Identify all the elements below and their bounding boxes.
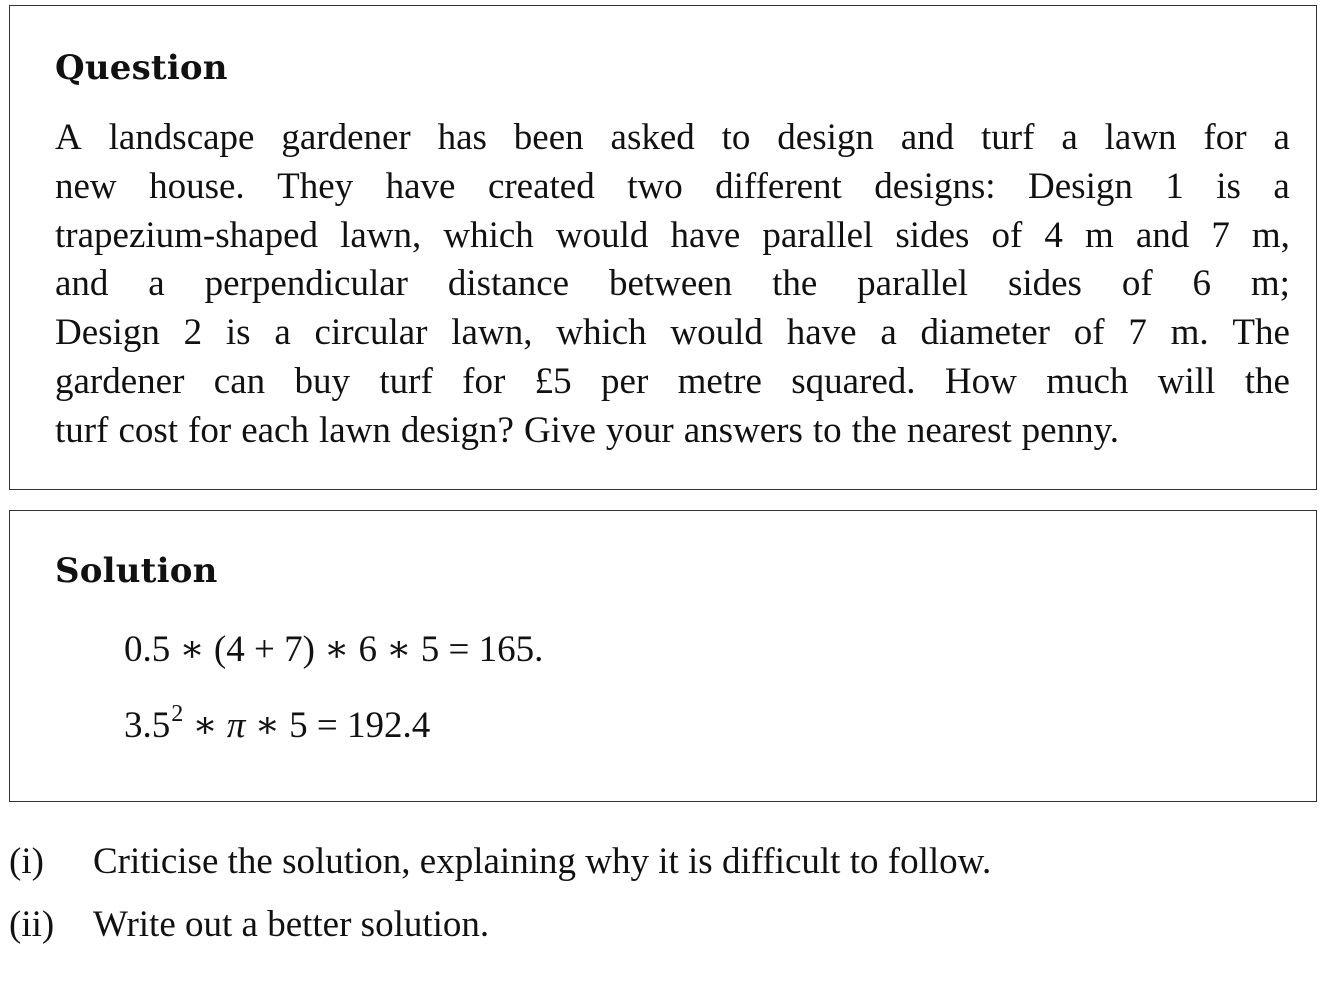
question-word: which — [556, 312, 647, 354]
question-word: has — [437, 117, 487, 158]
question-line — [55, 163, 1290, 212]
question-word: distance — [447, 263, 570, 305]
question-word: squared. — [791, 360, 916, 402]
question-word: per — [601, 360, 649, 402]
question-word: is — [1216, 165, 1241, 207]
question-word: nearest — [906, 409, 1012, 451]
question-word: turf — [55, 409, 109, 451]
question-line — [55, 309, 1290, 358]
question-word: turf — [379, 360, 433, 402]
question-word: m, — [1251, 214, 1290, 256]
question-word: each — [241, 409, 309, 451]
task-text: Criticise the solution, explaining why it is difficult to follow. — [93, 841, 992, 882]
question-word: house. — [149, 165, 245, 207]
question-word: which — [443, 214, 534, 256]
question-word: of — [1121, 263, 1153, 305]
question-word: have — [786, 312, 857, 354]
question-line — [55, 212, 1290, 261]
question-word: designs: — [874, 165, 996, 207]
question-word: a — [1273, 117, 1290, 158]
question-word: cost — [118, 409, 179, 451]
question-line — [55, 407, 1290, 456]
question-word: penny. — [1021, 409, 1119, 451]
question-word: lawn, — [451, 312, 533, 354]
question-word: a — [274, 312, 291, 354]
question-word: a — [1273, 165, 1290, 207]
question-word: created — [487, 165, 595, 207]
question-word: for — [462, 360, 506, 402]
question-word: to — [721, 117, 751, 158]
question-word: between — [608, 263, 733, 305]
question-text — [55, 114, 1290, 456]
question-word: lawn, — [340, 214, 422, 256]
question-word: gardener — [55, 360, 185, 402]
question-word: 1 — [1165, 165, 1184, 207]
question-word: your — [605, 409, 674, 451]
question-word: trapezium-shaped — [55, 214, 318, 256]
question-word: They — [277, 165, 354, 207]
question-word: and — [55, 263, 109, 305]
task-number: (i) — [9, 841, 44, 882]
question-word: sides — [1007, 263, 1082, 305]
question-line — [55, 358, 1290, 407]
question-word: m; — [1250, 263, 1290, 305]
question-word: gardener — [281, 117, 411, 158]
question-word: design — [777, 117, 874, 158]
question-word: the — [772, 263, 818, 305]
question-word: a — [880, 312, 897, 354]
solution-base: 3.5 — [124, 705, 171, 746]
question-word: sides — [895, 214, 970, 256]
question-word: parallel — [762, 214, 874, 256]
solution-exponent: 2 — [171, 701, 184, 727]
question-box — [9, 5, 1317, 490]
question-word: the — [851, 409, 897, 451]
question-word: can — [213, 360, 266, 402]
question-word: is — [225, 312, 251, 354]
question-word: of — [991, 214, 1023, 256]
question-word: two — [627, 165, 683, 207]
solution-heading: Solution — [55, 551, 218, 591]
pi-symbol: π — [226, 705, 246, 746]
question-word: for — [1203, 117, 1247, 158]
question-word: have — [385, 165, 456, 207]
question-line — [55, 260, 1290, 309]
question-word: 6 — [1192, 263, 1211, 305]
question-word: different — [715, 165, 842, 207]
solution-result: ∗ 5 = 192.4 — [245, 705, 431, 746]
question-word: 7 — [1128, 312, 1147, 354]
question-word: much — [1046, 360, 1129, 402]
solution-line-circle — [124, 703, 430, 747]
question-word: and — [900, 117, 955, 158]
question-word: will — [1157, 360, 1216, 402]
question-word: to — [812, 409, 842, 451]
task-item — [9, 903, 489, 946]
question-word: Design — [1028, 165, 1133, 207]
question-word: lawn — [318, 409, 391, 451]
question-word: £5 — [534, 360, 572, 402]
question-word: circular — [314, 312, 428, 354]
question-word: lawn — [1104, 117, 1177, 158]
question-word: for — [188, 409, 232, 451]
question-word: How — [944, 360, 1017, 402]
question-word: 2 — [183, 312, 203, 354]
question-word: new — [55, 165, 117, 207]
question-word: landscape — [108, 117, 255, 158]
question-word: buy — [294, 360, 350, 402]
solution-box — [9, 510, 1317, 802]
question-word: a — [1061, 117, 1078, 158]
question-word: m. — [1170, 312, 1209, 354]
question-word: turf — [981, 117, 1035, 158]
question-word: A — [55, 117, 82, 158]
question-word: The — [1232, 312, 1290, 354]
question-word: and — [1135, 214, 1190, 256]
question-word: diameter — [920, 312, 1050, 354]
question-word: 4 — [1044, 214, 1063, 256]
question-word: would — [670, 312, 763, 354]
question-word: m — [1084, 214, 1114, 256]
question-word: answers — [683, 409, 803, 451]
task-item — [9, 840, 991, 883]
task-number: (ii) — [9, 904, 55, 945]
question-word: Give — [523, 409, 596, 451]
question-word: the — [1244, 360, 1290, 402]
question-word: would — [555, 214, 649, 256]
question-word: Design — [55, 312, 160, 354]
question-word: a — [148, 263, 165, 305]
question-word: 7 — [1211, 214, 1230, 256]
question-word: of — [1073, 312, 1105, 354]
solution-line-trapezium: 0.5 ∗ (4 + 7) ∗ 6 ∗ 5 = 165. — [124, 629, 544, 670]
question-word: parallel — [857, 263, 969, 305]
question-line — [55, 114, 1290, 163]
question-word: been — [513, 117, 584, 158]
question-word: perpendicular — [204, 263, 408, 305]
task-text: Write out a better solution. — [93, 904, 490, 945]
solution-operator: ∗ — [183, 705, 227, 746]
question-word: design? — [400, 409, 514, 451]
question-word: metre — [677, 360, 762, 402]
question-heading: Question — [55, 48, 228, 88]
question-word: asked — [610, 117, 695, 158]
question-word: have — [670, 214, 741, 256]
